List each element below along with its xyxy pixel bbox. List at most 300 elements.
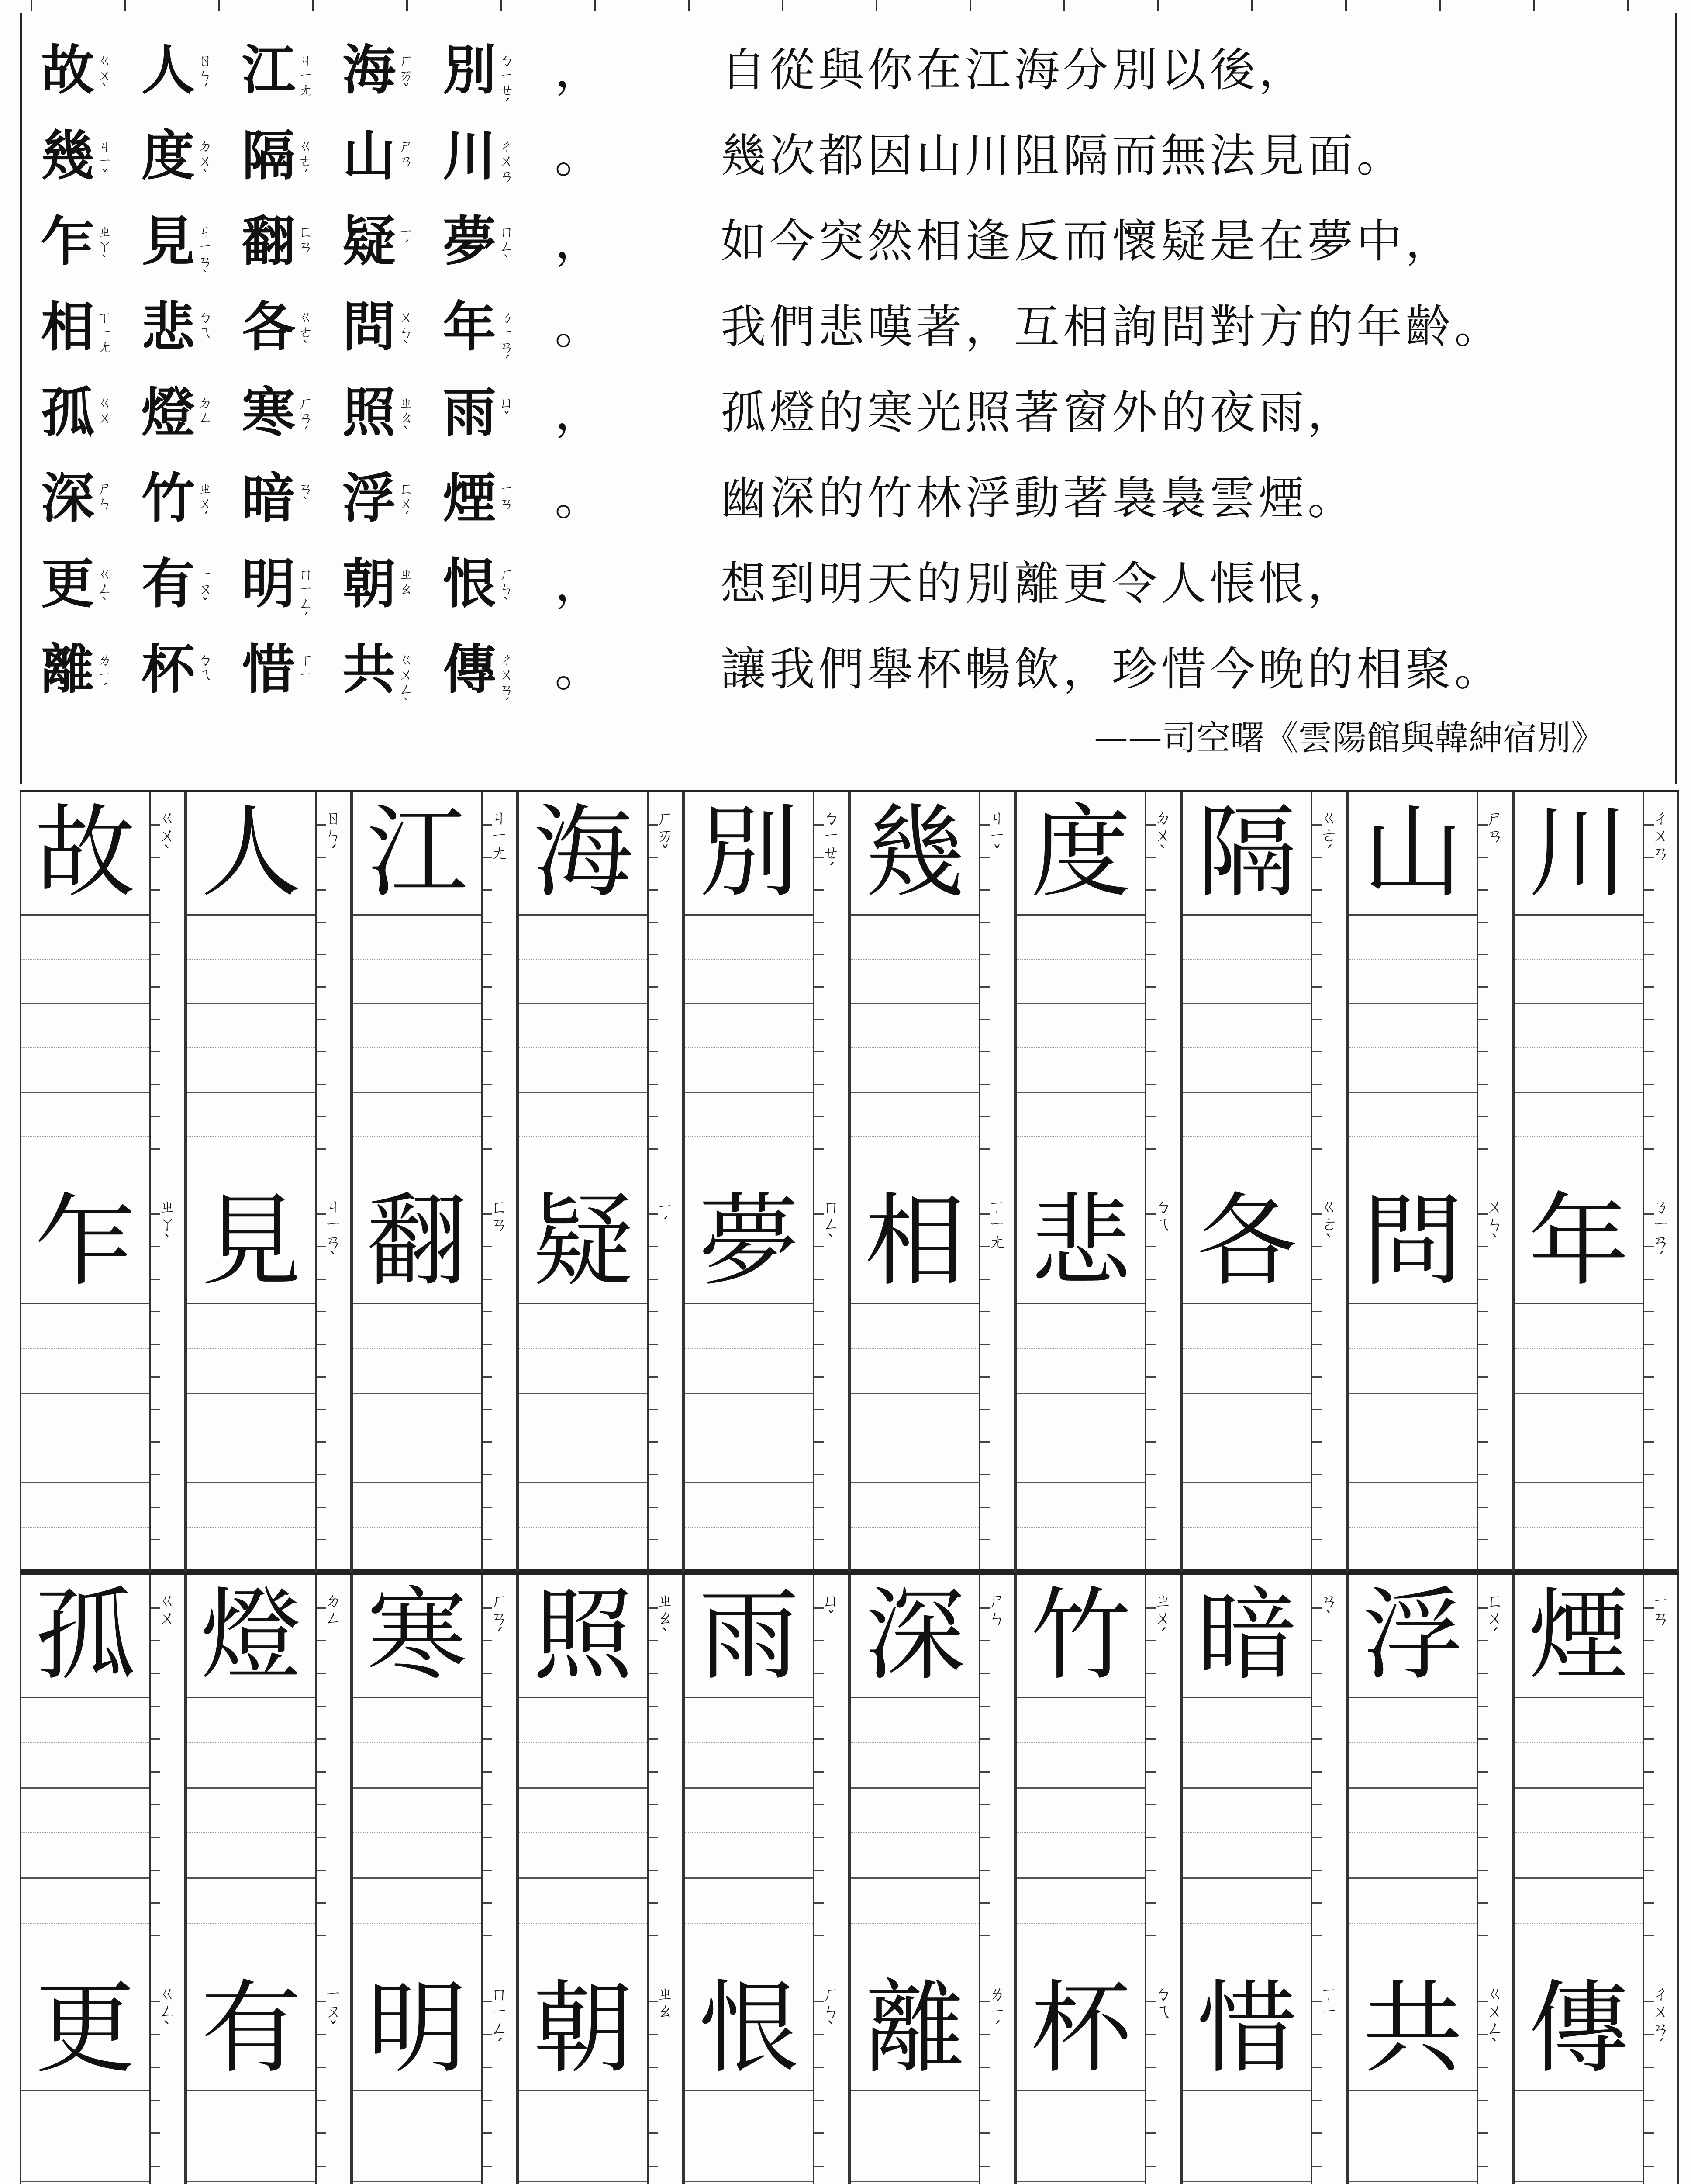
zhuyin-tick bbox=[1146, 1051, 1156, 1052]
zhuyin-tick bbox=[483, 1771, 492, 1773]
practice-cell bbox=[1181, 1575, 1312, 1968]
zhuyin-tick bbox=[980, 2067, 990, 2068]
zhuyin-tick bbox=[483, 1474, 492, 1475]
poem-char bbox=[341, 39, 415, 100]
zhuyin-tick bbox=[1146, 1409, 1156, 1410]
zhuyin-tick bbox=[483, 1148, 492, 1150]
practice-guide-line bbox=[1017, 1923, 1145, 1924]
poem-char-hanzi: 幾 bbox=[41, 124, 94, 187]
zhuyin-tick bbox=[814, 1441, 824, 1443]
zhuyin-tick bbox=[1644, 2067, 1654, 2068]
zhuyin-tick bbox=[483, 954, 492, 955]
zhuyin-tick bbox=[317, 1673, 326, 1674]
zhuyin-tick bbox=[1478, 1311, 1488, 1312]
practice-guide-line bbox=[1017, 1348, 1145, 1349]
zhuyin-tick bbox=[649, 1804, 658, 1805]
model-character: 深 bbox=[851, 1575, 979, 1698]
practice-square-divider bbox=[1515, 1787, 1643, 1789]
practice-guide-line bbox=[685, 1047, 813, 1048]
poem-char-hanzi: 疑 bbox=[342, 210, 396, 273]
poem-char-zhuyin: ㄓ ㄚ ˋ bbox=[97, 223, 112, 270]
zhuyin-tick bbox=[649, 824, 658, 826]
zhuyin-tick bbox=[1644, 889, 1654, 891]
zhuyin-tick bbox=[1478, 2001, 1488, 2002]
poem-char bbox=[39, 296, 114, 357]
zhuyin-column bbox=[649, 1181, 683, 1572]
practice-square-divider bbox=[519, 2181, 647, 2182]
zhuyin-tick bbox=[1146, 1376, 1156, 1378]
poem-char-hanzi: 杯 bbox=[141, 638, 195, 701]
zhuyin-tick bbox=[151, 1706, 160, 1707]
zhuyin-tick bbox=[317, 1019, 326, 1020]
zhuyin-column bbox=[1644, 1575, 1679, 1968]
practice-square-divider bbox=[1183, 1877, 1311, 1879]
poem-char-hanzi: 山 bbox=[342, 124, 396, 187]
zhuyin-tick bbox=[483, 2034, 492, 2035]
zhuyin-tick bbox=[1644, 986, 1654, 988]
zhuyin-tick bbox=[317, 1084, 326, 1085]
zhuyin-tick bbox=[814, 1804, 824, 1805]
practice-guide-line bbox=[353, 1136, 481, 1137]
zhuyin-tick bbox=[1478, 1213, 1488, 1215]
zhuyin-tick bbox=[1312, 1213, 1322, 1215]
poem-char-zhuyin: ㄉ ㄥ bbox=[198, 394, 213, 427]
zhuyin-tick bbox=[483, 1738, 492, 1740]
zhuyin-tick bbox=[151, 1019, 160, 1020]
practice-guide-line bbox=[685, 1348, 813, 1349]
poem-char bbox=[240, 553, 314, 626]
practice-cell bbox=[1015, 792, 1146, 1181]
poem-translation: 讓我們舉杯暢飲，珍惜今晚的相聚。 bbox=[721, 643, 1504, 696]
zhuyin-tick bbox=[151, 986, 160, 988]
zhuyin-tick bbox=[1146, 2100, 1156, 2101]
zhuyin-tick bbox=[1146, 1935, 1156, 1936]
zhuyin-tick bbox=[814, 1376, 824, 1378]
zhuyin-text: ㄏ ㄣ ˋ bbox=[822, 1984, 840, 2039]
poem-char-zhuyin: ㄓ ㄠ ˋ bbox=[399, 394, 414, 442]
practice-square-divider bbox=[851, 1482, 979, 1483]
practice-square-divider bbox=[1515, 1877, 1643, 1879]
zhuyin-text: ㄏ ㄢ ˊ bbox=[490, 1591, 508, 1646]
practice-guide-line bbox=[21, 959, 149, 960]
zhuyin-tick bbox=[649, 1019, 658, 1020]
practice-square-divider bbox=[1017, 1003, 1145, 1004]
model-character: 問 bbox=[1349, 1181, 1477, 1304]
practice-square-divider bbox=[21, 1787, 149, 1789]
practice-guide-line bbox=[685, 1742, 813, 1743]
practice-cell bbox=[1181, 1968, 1312, 2184]
zhuyin-tick bbox=[317, 1246, 326, 1247]
practice-cell bbox=[849, 792, 980, 1181]
practice-guide-line bbox=[187, 1923, 315, 1924]
model-character: 暗 bbox=[1183, 1575, 1311, 1698]
model-character: 照 bbox=[519, 1575, 647, 1698]
practice-row bbox=[20, 1575, 1679, 1968]
zhuyin-tick bbox=[151, 857, 160, 858]
zhuyin-tick bbox=[980, 1344, 990, 1345]
zhuyin-tick bbox=[1146, 824, 1156, 826]
zhuyin-tick bbox=[483, 1116, 492, 1117]
practice-guide-line bbox=[519, 1136, 647, 1137]
zhuyin-tick bbox=[1644, 1539, 1654, 1540]
practice-cell bbox=[186, 792, 317, 1181]
zhuyin-tick bbox=[317, 1607, 326, 1609]
poem-char-hanzi: 朝 bbox=[342, 552, 396, 615]
practice-guide-line bbox=[851, 1136, 979, 1137]
zhuyin-tick bbox=[317, 2100, 326, 2101]
zhuyin-tick bbox=[483, 1246, 492, 1247]
zhuyin-column bbox=[980, 1968, 1015, 2184]
poem-line bbox=[39, 467, 1655, 555]
zhuyin-tick bbox=[649, 1507, 658, 1508]
practice-square-divider bbox=[21, 1092, 149, 1093]
practice-square-divider bbox=[187, 1787, 315, 1789]
zhuyin-tick bbox=[1312, 1376, 1322, 1378]
zhuyin-tick bbox=[1146, 1311, 1156, 1312]
zhuyin-text: ㄔ ㄨ ㄢ ˊ bbox=[1652, 1984, 1670, 2056]
practice-cell bbox=[20, 792, 151, 1181]
zhuyin-tick bbox=[1478, 1870, 1488, 1871]
zhuyin-tick bbox=[1478, 922, 1488, 923]
zhuyin-tick bbox=[483, 2067, 492, 2068]
zhuyin-tick bbox=[483, 1344, 492, 1345]
zhuyin-tick bbox=[317, 1935, 326, 1936]
zhuyin-tick bbox=[649, 1870, 658, 1871]
zhuyin-text: ㄏ ㄞ ˇ bbox=[656, 808, 674, 863]
zhuyin-column bbox=[1146, 1575, 1181, 1968]
zhuyin-tick bbox=[1478, 1607, 1488, 1609]
zhuyin-tick bbox=[980, 889, 990, 891]
zhuyin-column bbox=[980, 1181, 1015, 1572]
poem-char-zhuyin: ㄩ ˇ bbox=[499, 394, 514, 427]
poem-char bbox=[240, 467, 314, 529]
zhuyin-tick bbox=[1312, 1116, 1322, 1117]
zhuyin-tick bbox=[151, 1474, 160, 1475]
practice-square-divider bbox=[851, 2181, 979, 2182]
zhuyin-tick bbox=[1146, 889, 1156, 891]
poem-char-hanzi: 惜 bbox=[242, 638, 295, 701]
zhuyin-text: ㄌ ㄧ ˊ bbox=[988, 1984, 1006, 2039]
practice-guide-line bbox=[851, 959, 979, 960]
zhuyin-tick bbox=[317, 1311, 326, 1312]
poem-char-hanzi: 煙 bbox=[443, 467, 496, 529]
poem-char-zhuyin: ㄋ ㄧ ㄢ ˊ bbox=[499, 309, 514, 371]
zhuyin-tick bbox=[1312, 1539, 1322, 1540]
practice-cell bbox=[1513, 1181, 1644, 1572]
zhuyin-tick bbox=[317, 1771, 326, 1773]
poem-char bbox=[240, 639, 314, 700]
practice-cell bbox=[1347, 1968, 1478, 2184]
practice-guide-line bbox=[1183, 959, 1311, 960]
model-character: 見 bbox=[187, 1181, 315, 1304]
zhuyin-tick bbox=[483, 857, 492, 858]
zhuyin-tick bbox=[483, 1673, 492, 1674]
zhuyin-tick bbox=[649, 2034, 658, 2035]
zhuyin-tick bbox=[317, 1706, 326, 1707]
practice-guide-line bbox=[21, 1348, 149, 1349]
poem-char bbox=[140, 211, 214, 284]
zhuyin-text: ㄕ ㄢ bbox=[1486, 808, 1504, 846]
practice-cell bbox=[20, 1575, 151, 1968]
practice-row bbox=[20, 1968, 1679, 2184]
zhuyin-tick bbox=[980, 2034, 990, 2035]
practice-guide-line bbox=[1515, 1136, 1643, 1137]
zhuyin-tick bbox=[1644, 1246, 1654, 1247]
zhuyin-tick bbox=[1478, 1738, 1488, 1740]
zhuyin-tick bbox=[1312, 922, 1322, 923]
zhuyin-tick bbox=[483, 1640, 492, 1641]
zhuyin-tick bbox=[151, 1902, 160, 1904]
zhuyin-tick bbox=[980, 1935, 990, 1936]
practice-square-divider bbox=[1349, 2181, 1477, 2182]
zhuyin-tick bbox=[483, 1409, 492, 1410]
poem-line bbox=[39, 39, 1655, 127]
zhuyin-tick bbox=[1644, 2100, 1654, 2101]
zhuyin-tick bbox=[814, 986, 824, 988]
zhuyin-column bbox=[483, 792, 518, 1181]
practice-square-divider bbox=[1349, 1482, 1477, 1483]
zhuyin-tick bbox=[814, 857, 824, 858]
practice-square-divider bbox=[1515, 1393, 1643, 1394]
zhuyin-column bbox=[483, 1181, 518, 1572]
model-character: 惜 bbox=[1183, 1968, 1311, 2091]
zhuyin-tick bbox=[483, 1507, 492, 1508]
zhuyin-text: ㄍ ㄨ ˋ bbox=[159, 808, 176, 863]
poem-char-zhuyin: ㄧ ˊ bbox=[399, 223, 414, 256]
practice-square-divider bbox=[1349, 1092, 1477, 1093]
poem-char-zhuyin: ㄢ ˋ bbox=[298, 480, 313, 512]
practice-square-divider bbox=[1183, 1003, 1311, 1004]
zhuyin-tick bbox=[1146, 2067, 1156, 2068]
poem-char-zhuyin: ㄕ ㄣ bbox=[97, 480, 112, 512]
zhuyin-tick bbox=[980, 1507, 990, 1508]
zhuyin-tick bbox=[1312, 2001, 1322, 2002]
zhuyin-tick bbox=[1644, 1870, 1654, 1871]
zhuyin-tick bbox=[980, 1213, 990, 1215]
practice-guide-line bbox=[851, 1527, 979, 1528]
poem-char-hanzi: 川 bbox=[443, 124, 496, 187]
zhuyin-tick bbox=[980, 1019, 990, 1020]
zhuyin-tick bbox=[1146, 1539, 1156, 1540]
zhuyin-tick bbox=[814, 889, 824, 891]
poem-char bbox=[441, 467, 515, 529]
practice-square-divider bbox=[187, 1482, 315, 1483]
zhuyin-tick bbox=[483, 1019, 492, 1020]
practice-square-divider bbox=[685, 1482, 813, 1483]
poem-char-zhuyin: ㄓ ㄨ ˊ bbox=[198, 480, 213, 527]
zhuyin-tick bbox=[1644, 1706, 1654, 1707]
practice-guide-line bbox=[353, 1047, 481, 1048]
practice-guide-line bbox=[685, 1832, 813, 1833]
practice-guide-line bbox=[353, 1923, 481, 1924]
practice-cell bbox=[683, 1575, 814, 1968]
poem-char-zhuyin: ㄉ ㄨ ˋ bbox=[198, 138, 213, 185]
zhuyin-column bbox=[814, 1968, 849, 2184]
poem-char bbox=[39, 39, 114, 100]
practice-guide-line bbox=[519, 1742, 647, 1743]
poem-char bbox=[341, 553, 415, 614]
poem-char-zhuyin: ㄈ ㄢ bbox=[298, 223, 313, 256]
zhuyin-tick bbox=[814, 1148, 824, 1150]
practice-guide-line bbox=[1183, 1923, 1311, 1924]
practice-cell bbox=[20, 1181, 151, 1572]
zhuyin-tick bbox=[1146, 1148, 1156, 1150]
practice-guide-line bbox=[1349, 1047, 1477, 1048]
zhuyin-text: ㄨ ㄣ ˋ bbox=[1486, 1197, 1504, 1252]
zhuyin-tick bbox=[151, 1870, 160, 1871]
poem-char bbox=[39, 211, 114, 272]
practice-square-divider bbox=[1017, 1092, 1145, 1093]
zhuyin-tick bbox=[151, 2166, 160, 2167]
zhuyin-tick bbox=[980, 857, 990, 858]
zhuyin-tick bbox=[1478, 1902, 1488, 1904]
zhuyin-tick bbox=[1644, 1051, 1654, 1052]
poem-punctuation: 。 bbox=[555, 299, 603, 355]
poem-char-hanzi: 暗 bbox=[242, 467, 295, 529]
zhuyin-tick bbox=[814, 1902, 824, 1904]
zhuyin-column bbox=[1644, 1181, 1679, 1572]
model-character: 年 bbox=[1515, 1181, 1643, 1304]
practice-cell bbox=[352, 1575, 483, 1968]
practice-cell bbox=[683, 1181, 814, 1572]
zhuyin-column bbox=[1146, 1181, 1181, 1572]
zhuyin-tick bbox=[317, 1507, 326, 1508]
practice-row bbox=[20, 792, 1679, 1181]
zhuyin-tick bbox=[151, 954, 160, 955]
zhuyin-tick bbox=[1312, 1148, 1322, 1150]
poem-punctuation: ， bbox=[555, 556, 603, 612]
zhuyin-text: ㄐ ㄧ ㄢ ˋ bbox=[324, 1197, 342, 1269]
zhuyin-tick bbox=[649, 889, 658, 891]
poem-punctuation: ， bbox=[555, 384, 603, 440]
practice-grid-bottom bbox=[20, 1572, 1679, 2184]
zhuyin-tick bbox=[483, 1376, 492, 1378]
practice-square-divider bbox=[1515, 1482, 1643, 1483]
zhuyin-tick bbox=[1146, 986, 1156, 988]
poem-char-zhuyin: ㄇ ㄥ ˋ bbox=[499, 223, 514, 270]
practice-square-divider bbox=[353, 1393, 481, 1394]
zhuyin-tick bbox=[1146, 2166, 1156, 2167]
poem-line bbox=[39, 553, 1655, 640]
poem-char bbox=[140, 639, 214, 700]
zhuyin-tick bbox=[1146, 1673, 1156, 1674]
poem-char bbox=[240, 382, 314, 443]
practice-guide-line bbox=[1515, 1832, 1643, 1833]
zhuyin-tick bbox=[317, 2132, 326, 2134]
practice-cell bbox=[683, 792, 814, 1181]
zhuyin-tick bbox=[317, 1738, 326, 1740]
zhuyin-text: ㄋ ㄧ ㄢ ˊ bbox=[1652, 1197, 1670, 1269]
poem-line bbox=[39, 125, 1655, 212]
zhuyin-tick bbox=[1478, 889, 1488, 891]
zhuyin-tick bbox=[151, 2001, 160, 2002]
zhuyin-tick bbox=[1146, 1474, 1156, 1475]
zhuyin-tick bbox=[1146, 2034, 1156, 2035]
zhuyin-tick bbox=[1644, 1213, 1654, 1215]
zhuyin-tick bbox=[1478, 824, 1488, 826]
zhuyin-tick bbox=[483, 1870, 492, 1871]
zhuyin-tick bbox=[1312, 1084, 1322, 1085]
poem-char bbox=[39, 382, 114, 443]
zhuyin-text: ㄓ ㄚ ˋ bbox=[159, 1197, 176, 1252]
zhuyin-tick bbox=[317, 1344, 326, 1345]
zhuyin-tick bbox=[814, 922, 824, 923]
model-character: 人 bbox=[187, 792, 315, 916]
model-character: 竹 bbox=[1017, 1575, 1145, 1698]
zhuyin-tick bbox=[1478, 1441, 1488, 1443]
zhuyin-tick bbox=[1146, 1837, 1156, 1838]
zhuyin-tick bbox=[483, 824, 492, 826]
zhuyin-tick bbox=[483, 2001, 492, 2002]
practice-cell bbox=[186, 1181, 317, 1572]
poem-translation: 幽深的竹林浮動著裊裊雲煙。 bbox=[721, 471, 1357, 525]
practice-guide-line bbox=[519, 1832, 647, 1833]
practice-square-divider bbox=[187, 1003, 315, 1004]
poem-char-hanzi: 浮 bbox=[342, 467, 396, 529]
zhuyin-tick bbox=[151, 1539, 160, 1540]
practice-square-divider bbox=[353, 1877, 481, 1879]
zhuyin-tick bbox=[483, 2100, 492, 2101]
practice-cell bbox=[20, 1968, 151, 2184]
zhuyin-tick bbox=[1478, 1409, 1488, 1410]
poem-char-hanzi: 恨 bbox=[443, 552, 496, 615]
zhuyin-tick bbox=[1312, 954, 1322, 955]
practice-guide-line bbox=[1183, 1527, 1311, 1528]
zhuyin-column bbox=[649, 1968, 683, 2184]
zhuyin-tick bbox=[1478, 2166, 1488, 2167]
zhuyin-tick bbox=[980, 1311, 990, 1312]
poem-char-zhuyin: ㄔ ㄨ ㄢ ˊ bbox=[499, 651, 514, 713]
zhuyin-tick bbox=[649, 954, 658, 955]
zhuyin-tick bbox=[317, 1902, 326, 1904]
practice-square-divider bbox=[519, 1482, 647, 1483]
zhuyin-tick bbox=[151, 1213, 160, 1215]
zhuyin-tick bbox=[649, 2067, 658, 2068]
zhuyin-column bbox=[151, 1968, 186, 2184]
zhuyin-tick bbox=[814, 1640, 824, 1641]
practice-square-divider bbox=[685, 2181, 813, 2182]
zhuyin-tick bbox=[649, 1116, 658, 1117]
zhuyin-tick bbox=[151, 1376, 160, 1378]
zhuyin-tick bbox=[1478, 986, 1488, 988]
zhuyin-tick bbox=[317, 986, 326, 988]
poem-char-zhuyin: ㄍ ㄨ ㄥ ˋ bbox=[399, 651, 414, 713]
zhuyin-tick bbox=[1644, 1148, 1654, 1150]
zhuyin-tick bbox=[151, 824, 160, 826]
zhuyin-tick bbox=[1478, 2034, 1488, 2035]
zhuyin-tick bbox=[814, 1673, 824, 1674]
practice-guide-line bbox=[187, 1047, 315, 1048]
poem-char-hanzi: 故 bbox=[41, 38, 94, 101]
zhuyin-tick bbox=[1312, 1474, 1322, 1475]
poem-char-zhuyin: ㄐ ㄧ ㄤ bbox=[298, 52, 313, 99]
practice-guide-line bbox=[1017, 1047, 1145, 1048]
poem-char bbox=[341, 382, 415, 443]
practice-row bbox=[20, 1181, 1679, 1572]
zhuyin-tick bbox=[649, 1376, 658, 1378]
poem-char-hanzi: 見 bbox=[141, 210, 195, 273]
practice-guide-line bbox=[519, 1047, 647, 1048]
zhuyin-column bbox=[814, 1575, 849, 1968]
practice-square-divider bbox=[519, 1092, 647, 1093]
zhuyin-tick bbox=[317, 889, 326, 891]
poem-char bbox=[441, 125, 515, 186]
zhuyin-tick bbox=[814, 2034, 824, 2035]
zhuyin-tick bbox=[814, 1344, 824, 1345]
zhuyin-tick bbox=[1146, 1640, 1156, 1641]
zhuyin-tick bbox=[317, 2001, 326, 2002]
zhuyin-tick bbox=[483, 1935, 492, 1936]
